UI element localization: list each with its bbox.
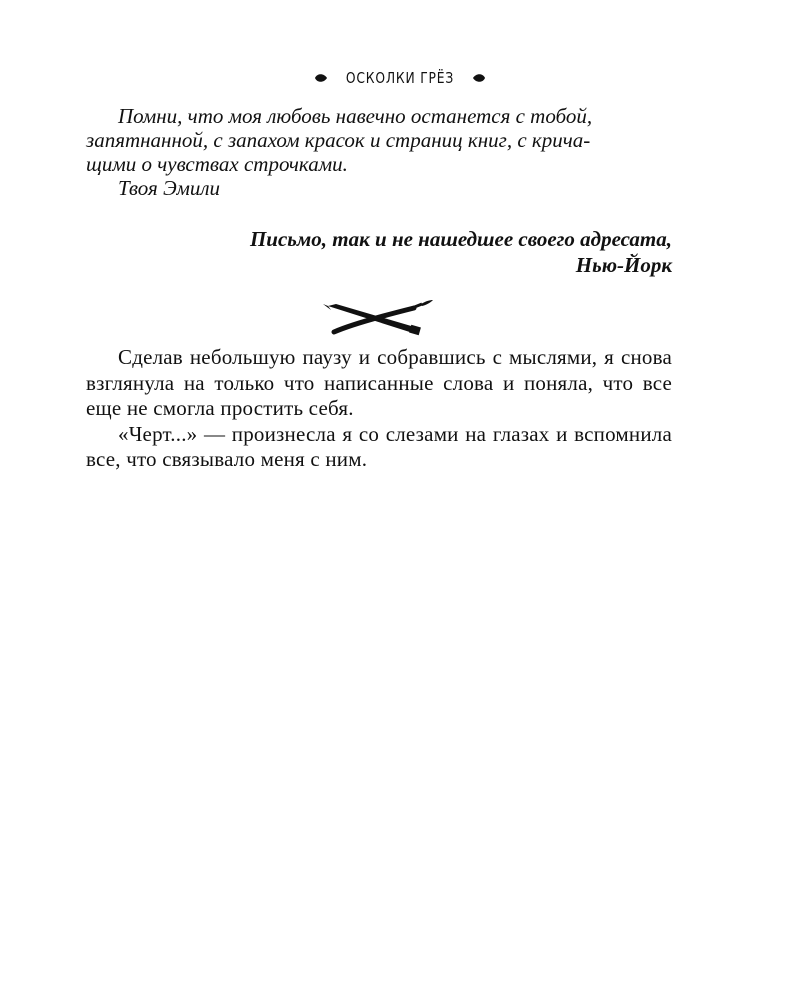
leaf-icon <box>472 73 486 83</box>
letter-text <box>86 104 672 176</box>
running-header <box>0 66 800 90</box>
leaf-icon <box>314 73 328 83</box>
letter-signature: Твоя Эмили <box>118 176 221 200</box>
narrative-text <box>86 345 672 473</box>
letter-line: щими о чувствах строчками. <box>86 152 348 176</box>
book-title: ОСКОЛКИ ГРЁЗ <box>345 69 455 87</box>
letter-caption <box>86 226 672 278</box>
crossed-pencil-brush-icon <box>322 296 434 340</box>
paragraph: «Черт...» — произнесла я со слезами на глазах и вспомнила все, что связывало меня с ним. <box>86 421 672 471</box>
letter-line: Помни, что моя любовь навечно останется с тобой, <box>118 104 593 128</box>
letter-line: запятнанной, с запахом красок и страниц книг, с крича- <box>86 128 591 152</box>
caption-line: Нью-Йорк <box>575 253 672 277</box>
paragraph: Сделав небольшую паузу и собравшись с мыслями, я снова взглянула на только что написанные слова и поняла, что все еще не смогла простить себя. <box>86 345 672 420</box>
caption-line: Письмо, так и не нашедшее своего адресата, <box>249 227 672 251</box>
